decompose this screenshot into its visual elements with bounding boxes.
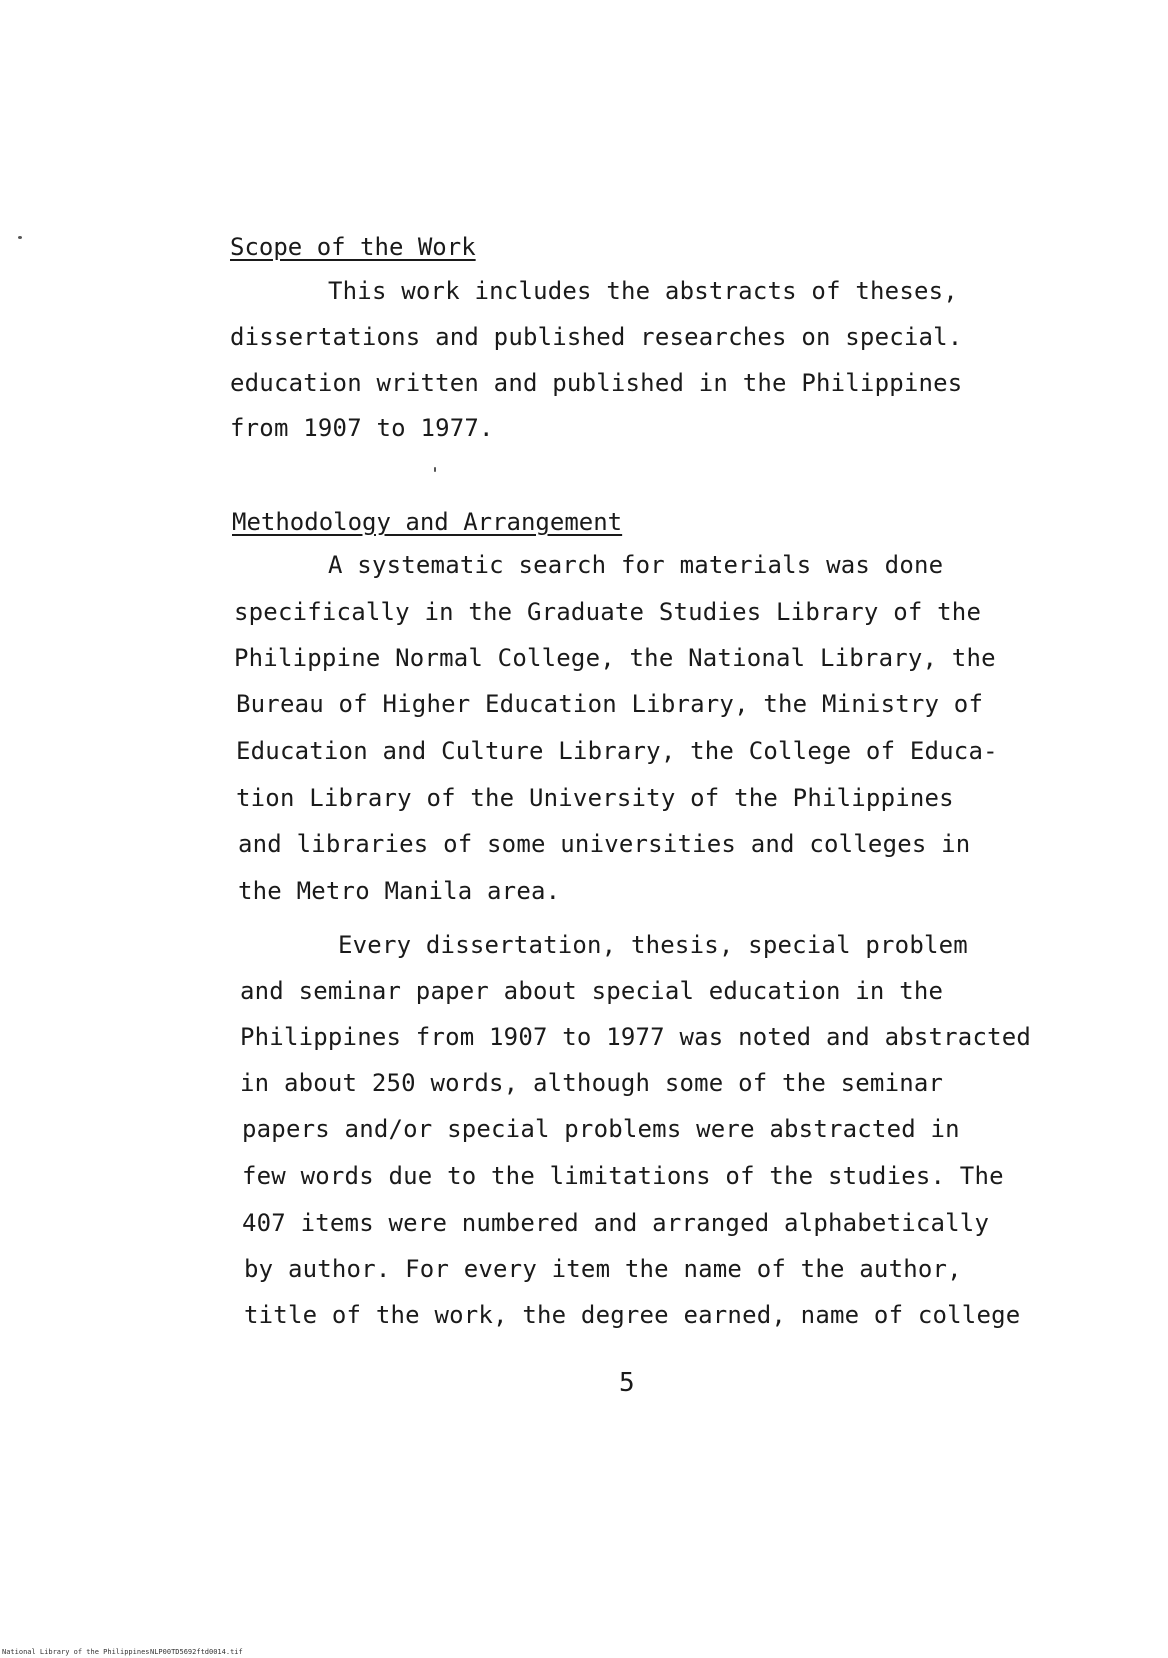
methodology-p1-line-1: A systematic search for materials was done bbox=[328, 551, 944, 579]
methodology-p1-line-6: tion Library of the University of the Philippines bbox=[236, 784, 954, 812]
section-heading-methodology: Methodology and Arrangement bbox=[232, 508, 623, 536]
methodology-p2-line-8: by author. For every item the name of the author, bbox=[244, 1255, 962, 1283]
methodology-p2-line-1: Every dissertation, thesis, special problem bbox=[338, 931, 968, 959]
scope-line-2: dissertations and published researches on special. bbox=[230, 323, 963, 351]
scan-speck bbox=[18, 236, 22, 239]
scope-line-3: education written and published in the Philippines bbox=[230, 369, 963, 397]
methodology-p2-line-3: Philippines from 1907 to 1977 was noted and abstracted bbox=[240, 1023, 1032, 1051]
methodology-p2-line-2: and seminar paper about special education in the bbox=[240, 977, 944, 1005]
methodology-p2-line-6: few words due to the limitations of the studies. The bbox=[242, 1162, 1004, 1190]
methodology-p1-line-2: specifically in the Graduate Studies Library of the bbox=[234, 598, 982, 626]
methodology-p2-line-5: papers and/or special problems were abstracted in bbox=[242, 1115, 960, 1143]
scope-line-1: This work includes the abstracts of theses, bbox=[328, 277, 958, 305]
methodology-p2-line-4: in about 250 words, although some of the seminar bbox=[240, 1069, 944, 1097]
methodology-p2-line-7: 407 items were numbered and arranged alphabetically bbox=[242, 1209, 990, 1237]
methodology-p1-line-4: Bureau of Higher Education Library, the Ministry of bbox=[236, 690, 984, 718]
methodology-p1-line-5: Education and Culture Library, the College of Educa- bbox=[236, 737, 998, 765]
section-heading-scope: Scope of the Work bbox=[230, 233, 476, 261]
scope-line-4: from 1907 to 1977. bbox=[230, 414, 494, 442]
methodology-p1-line-8: the Metro Manila area. bbox=[238, 877, 561, 905]
scan-speck bbox=[434, 467, 436, 472]
methodology-p2-line-9: title of the work, the degree earned, name of college bbox=[244, 1301, 1021, 1329]
page-number: 5 bbox=[619, 1368, 635, 1398]
footer-file: NLP00TD5692ftd0014.tif bbox=[150, 1648, 243, 1656]
methodology-p1-line-3: Philippine Normal College, the National Library, the bbox=[234, 644, 996, 672]
footer-source: National Library of the Philippines bbox=[2, 1648, 150, 1656]
methodology-p1-line-7: and libraries of some universities and colleges in bbox=[238, 830, 971, 858]
